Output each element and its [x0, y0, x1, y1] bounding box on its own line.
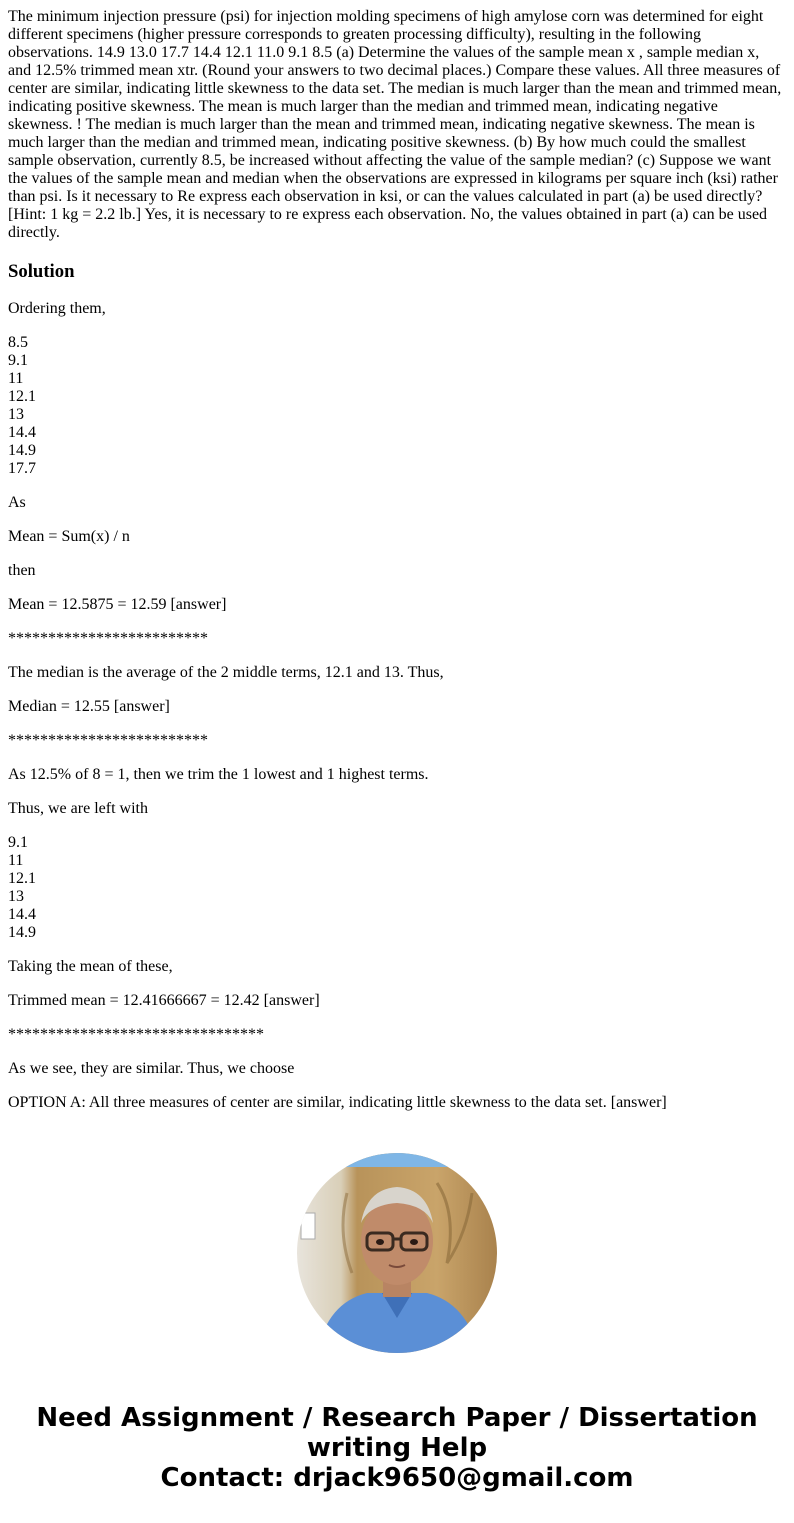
ordered-value: 14.4 — [8, 424, 36, 441]
trimmed-mean-answer: Trimmed mean = 12.41666667 = 12.42 [answer] — [8, 992, 320, 1009]
option-answer: OPTION A: All three measures of center are similar, indicating little skewness to the data set. [answer] — [8, 1094, 667, 1111]
trimmed-value: 9.1 — [8, 834, 28, 851]
separator: ************************* — [8, 630, 208, 647]
footer-line-2: writing Help — [306, 1433, 488, 1463]
footer-line-1: Need Assignment / Research Paper / Dissertation — [36, 1403, 758, 1433]
footer-contact: Contact: drjack9650@gmail.com — [160, 1463, 634, 1493]
mean-answer: Mean = 12.5875 = 12.59 [answer] — [8, 596, 227, 613]
left-with-text: Thus, we are left with — [8, 800, 148, 817]
ordered-value: 12.1 — [8, 388, 36, 405]
solution-heading: Solution — [8, 261, 75, 282]
trim-explanation: As 12.5% of 8 = 1, then we trim the 1 lowest and 1 highest terms. — [8, 766, 429, 783]
separator: ******************************** — [8, 1026, 264, 1043]
ordered-value: 14.9 — [8, 442, 36, 459]
ordering-intro: Ordering them, — [8, 300, 106, 317]
ordered-value: 11 — [8, 370, 24, 387]
ordered-value: 9.1 — [8, 352, 28, 369]
author-avatar — [297, 1153, 497, 1353]
trimmed-value: 12.1 — [8, 870, 36, 887]
separator: ************************* — [8, 732, 208, 749]
taking-mean-text: Taking the mean of these, — [8, 958, 173, 975]
mean-formula: Mean = Sum(x) / n — [8, 528, 130, 545]
question-text: The minimum injection pressure (psi) for injection molding specimens of high amylose corn was determined for eight different specimens (higher pressure corresponds to greaten processing difficulty), resulting in the following observations. 14.9 13.0 17.7 14.4 12.1 11.0 9.1 8.5 (a) Determine the values of the sample mean x , sample median x, and 12.5% trimmed mean xtr. (Round your answers to two decimal places.) Compare these values. All three measures of center are similar, indicating little skewness to the data set. The median is much larger than the mean and trimmed mean, indicating positive skewness. The mean is much larger than the median and trimmed mean, indicating negative skewness. ! The median is much larger than the mean and trimmed mean, indicating negative skewness. The mean is much larger than the median and trimmed mean, indicating positive skewness. (b) By how much could the smallest sample observation, currently 8.5, be increased without affecting the value of the sample median? (c) Suppose we want the values of the sample mean and median when the observations are expressed in kilograms per square inch (ksi) rather than psi. Is it necessary to Re express each observation in ksi, or can the values calculated in part (a) be used directly? [Hint: 1 kg = 2.2 lb.] Yes, it is necessary to re express each observation. No, the values obtained in part (a) can be used directly. — [8, 8, 782, 241]
ordered-value: 13 — [8, 406, 24, 423]
similar-text: As we see, they are similar. Thus, we choose — [8, 1060, 295, 1077]
trimmed-value: 14.9 — [8, 924, 36, 941]
ordered-value: 17.7 — [8, 460, 36, 477]
median-answer: Median = 12.55 [answer] — [8, 698, 170, 715]
author-portrait-image — [297, 1153, 497, 1353]
trimmed-value: 13 — [8, 888, 24, 905]
as-text: As — [8, 494, 26, 511]
ordered-values-list — [8, 334, 786, 478]
trimmed-values-list — [8, 834, 786, 942]
footer-promo — [0, 1403, 794, 1493]
trimmed-value: 14.4 — [8, 906, 36, 923]
then-text: then — [8, 562, 36, 579]
trimmed-value: 11 — [8, 852, 24, 869]
ordered-value: 8.5 — [8, 334, 28, 351]
median-explanation: The median is the average of the 2 middle terms, 12.1 and 13. Thus, — [8, 664, 444, 681]
